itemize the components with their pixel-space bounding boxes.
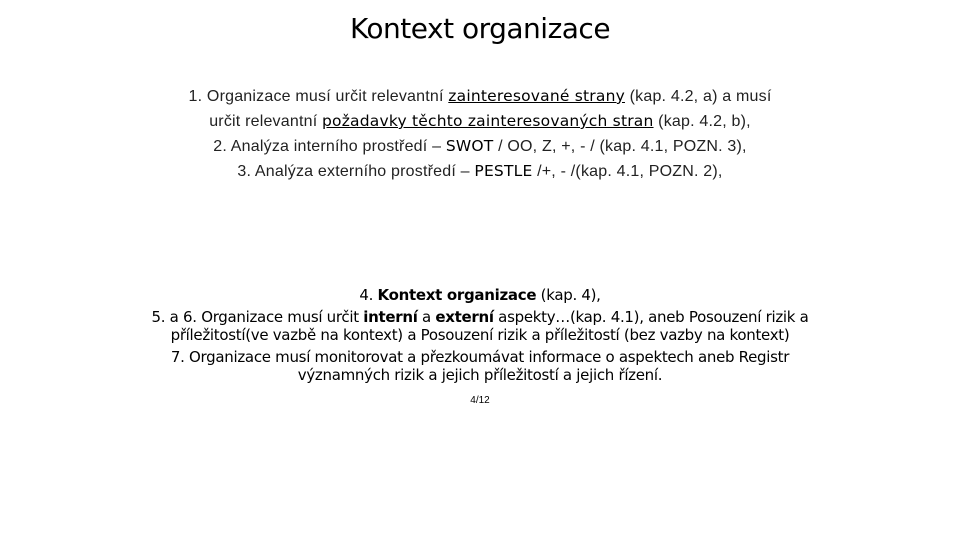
list-item-7: 7. Organizace musí monitorovat a přezkoumávat informace o aspektech aneb Registr: [170, 348, 790, 366]
slide-title: Kontext organizace: [349, 12, 611, 45]
list-item-3: [120, 159, 840, 184]
text: 1. Organizace musí určit relevantní: [188, 88, 449, 105]
list-item-5-6-cont: příležitostí(ve vazbě na kontext) a Posouzení rizik a příležitostí (bez vazby na kontext): [170, 326, 790, 344]
page-number: 4/12: [470, 395, 490, 406]
keyword-requirements: požadavky těchto zainteresovaných stran: [322, 112, 654, 130]
list-item-7-cont: významných rizik a jejich příležitostí a jejich řízení.: [297, 366, 663, 384]
text: 5. a 6. Organizace musí určit: [151, 308, 364, 326]
text: a: [417, 308, 436, 326]
list-item-5-6: [120, 308, 840, 326]
keyword-pestle: PESTLE: [474, 162, 533, 180]
text: 3. Analýza externího prostředí –: [237, 163, 475, 180]
text: určit relevantní: [209, 113, 322, 130]
text: aspekty…(kap. 4.1), aneb Posouzení rizik a: [493, 308, 809, 326]
bottom-list: [120, 286, 840, 384]
keyword-stakeholders: zainteresované strany: [448, 87, 625, 105]
keyword-external: externí: [435, 308, 494, 326]
list-item-1-cont: [120, 109, 840, 134]
text: (kap. 4.2, a) a musí: [624, 88, 772, 105]
list-item-2: [120, 134, 840, 159]
keyword-internal: interní: [363, 308, 418, 326]
text: 4.: [359, 286, 378, 304]
text: (kap. 4),: [536, 286, 601, 304]
list-item-1: [120, 84, 840, 109]
list-item-4: [120, 286, 840, 304]
text: / OO, Z, +, - / (kap. 4.1, POZN. 3),: [493, 138, 747, 155]
keyword-swot: SWOT: [445, 137, 494, 155]
text: /+, - /(kap. 4.1, POZN. 2),: [532, 163, 723, 180]
text: 2. Analýza interního prostředí –: [213, 138, 446, 155]
top-list: [120, 84, 840, 184]
text: (kap. 4.2, b),: [653, 113, 751, 130]
keyword-context: Kontext organizace: [377, 286, 537, 304]
